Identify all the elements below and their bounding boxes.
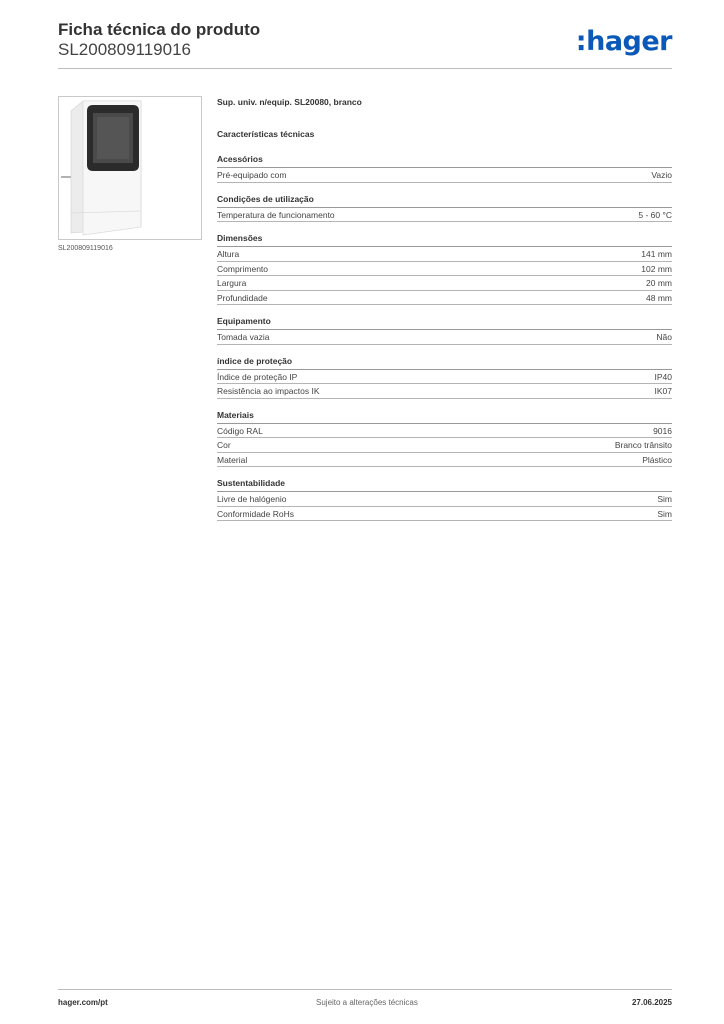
spec-value: Não bbox=[656, 332, 672, 342]
footer-website-link[interactable]: hager.com/pt bbox=[58, 998, 108, 1007]
product-image-illustration bbox=[59, 97, 201, 239]
section-usage-conditions bbox=[217, 194, 672, 223]
spec-row bbox=[217, 168, 672, 183]
spec-label: Comprimento bbox=[217, 263, 269, 274]
section-dimensions bbox=[217, 233, 672, 305]
spec-label: Material bbox=[217, 454, 248, 465]
spec-value: IP40 bbox=[654, 371, 672, 382]
section-materials bbox=[217, 410, 672, 468]
image-caption: SL200809119016 bbox=[58, 245, 113, 252]
spec-label: Conformidade RoHs bbox=[217, 508, 295, 519]
spec-value: 48 mm bbox=[646, 292, 672, 303]
spec-label: Pré-equipado com bbox=[217, 170, 287, 180]
spec-row bbox=[217, 492, 672, 507]
spec-label: Código RAL bbox=[217, 425, 263, 436]
section-title: Dimensões bbox=[217, 233, 672, 247]
spec-label: Livre de halógenio bbox=[217, 494, 287, 504]
spec-value: Sim bbox=[657, 508, 672, 519]
spec-row bbox=[217, 507, 672, 522]
spec-value: 20 mm bbox=[646, 278, 672, 288]
spec-label: Largura bbox=[217, 278, 247, 288]
spec-value: Sim bbox=[657, 494, 672, 504]
spec-value: 141 mm bbox=[641, 249, 672, 259]
spec-row bbox=[217, 276, 672, 291]
spec-label: Temperatura de funcionamento bbox=[217, 209, 335, 220]
section-title: Acessórios bbox=[217, 154, 672, 168]
section-title: Sustentabilidade bbox=[217, 478, 672, 492]
document-header bbox=[58, 20, 260, 60]
header-divider bbox=[58, 68, 672, 69]
spec-label: Altura bbox=[217, 249, 240, 259]
tech-heading: Características técnicas bbox=[217, 129, 315, 139]
spec-label: Resistência ao impactos IK bbox=[217, 386, 320, 396]
section-title: índice de proteção bbox=[217, 356, 672, 370]
spec-value: 5 - 60 °C bbox=[638, 209, 672, 220]
spec-label: Índice de proteção IP bbox=[217, 371, 298, 382]
spec-label: Profundidade bbox=[217, 292, 268, 303]
spec-value: Vazio bbox=[651, 170, 672, 180]
product-image bbox=[58, 96, 202, 240]
spec-row bbox=[217, 330, 672, 345]
product-code: SL200809119016 bbox=[58, 40, 191, 59]
section-sustainability bbox=[217, 478, 672, 521]
section-accessories bbox=[217, 154, 672, 183]
spec-row bbox=[217, 291, 672, 306]
document-title: Ficha técnica do produto bbox=[58, 20, 261, 39]
spec-value: 9016 bbox=[653, 425, 672, 436]
spec-row bbox=[217, 384, 672, 399]
spec-label: Cor bbox=[217, 440, 231, 450]
spec-row bbox=[217, 262, 672, 277]
section-title: Materiais bbox=[217, 410, 672, 424]
product-name: Sup. univ. n/equip. SL20080, branco bbox=[217, 97, 362, 107]
spec-row bbox=[217, 370, 672, 385]
tech-content bbox=[217, 97, 672, 532]
spec-value: IK07 bbox=[654, 386, 672, 396]
footer-note: Sujeito a alterações técnicas bbox=[316, 998, 418, 1007]
spec-value: Branco trânsito bbox=[614, 440, 672, 450]
hager-logo: :hager bbox=[575, 26, 672, 57]
spec-row bbox=[217, 424, 672, 439]
section-title: Condições de utilização bbox=[217, 194, 672, 208]
section-equipment bbox=[217, 316, 672, 345]
spec-row bbox=[217, 438, 672, 453]
spec-row bbox=[217, 208, 672, 223]
footer-divider bbox=[58, 989, 672, 990]
footer-date: 27.06.2025 bbox=[631, 998, 672, 1007]
section-protection-index bbox=[217, 356, 672, 399]
spec-label: Tomada vazia bbox=[217, 332, 270, 342]
section-title: Equipamento bbox=[217, 316, 672, 330]
spec-row bbox=[217, 247, 672, 262]
spec-row bbox=[217, 453, 672, 468]
spec-value: Plástico bbox=[642, 454, 672, 465]
spec-value: 102 mm bbox=[641, 263, 672, 274]
